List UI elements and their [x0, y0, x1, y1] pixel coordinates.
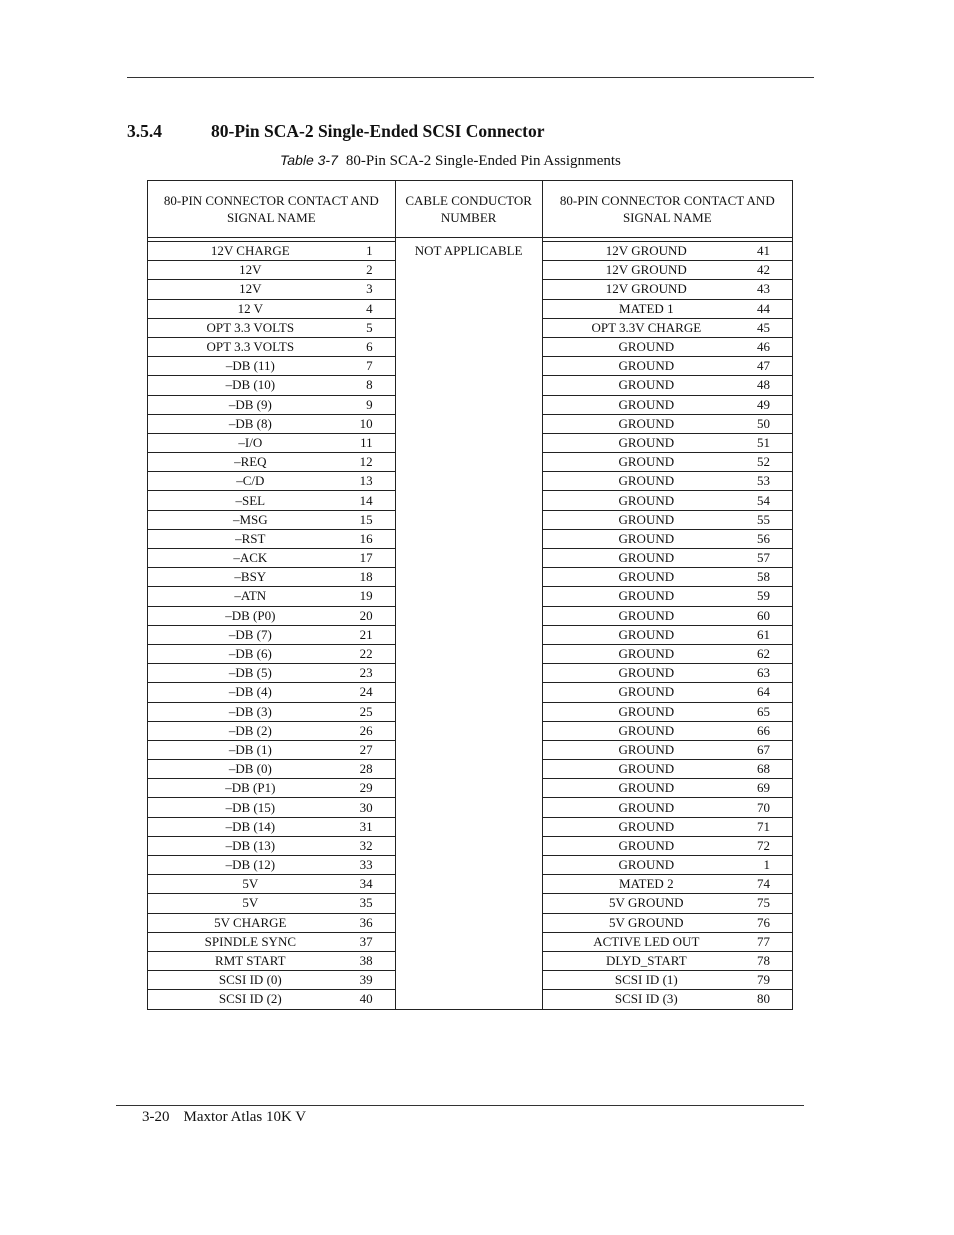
- cable-conductor-cell: NOT APPLICABLE: [395, 242, 542, 1010]
- right-signal-name: GROUND: [542, 606, 730, 625]
- left-pin-number: 20: [333, 606, 396, 625]
- left-pin-number: 22: [333, 644, 396, 663]
- left-pin-number: 40: [333, 990, 396, 1009]
- left-signal-name: RMT START: [148, 951, 333, 970]
- left-pin-number: 21: [333, 625, 396, 644]
- right-signal-name: GROUND: [542, 472, 730, 491]
- left-pin-number: 19: [333, 587, 396, 606]
- left-pin-number: 5: [333, 318, 396, 337]
- left-pin-number: 39: [333, 971, 396, 990]
- right-signal-name: GROUND: [542, 644, 730, 663]
- right-signal-name: GROUND: [542, 798, 730, 817]
- left-pin-number: 23: [333, 664, 396, 683]
- left-pin-number: 11: [333, 433, 396, 452]
- left-pin-number: 10: [333, 414, 396, 433]
- left-signal-name: –ACK: [148, 549, 333, 568]
- right-pin-number: 70: [730, 798, 793, 817]
- pin-assignment-table: [147, 180, 793, 1010]
- bottom-rule: [116, 1105, 804, 1106]
- right-signal-name: GROUND: [542, 587, 730, 606]
- left-signal-name: –DB (3): [148, 702, 333, 721]
- left-signal-name: –DB (P0): [148, 606, 333, 625]
- left-pin-number: 26: [333, 721, 396, 740]
- left-signal-name: 5V CHARGE: [148, 913, 333, 932]
- left-pin-number: 25: [333, 702, 396, 721]
- right-pin-number: 49: [730, 395, 793, 414]
- left-signal-name: –DB (13): [148, 836, 333, 855]
- left-pin-number: 16: [333, 529, 396, 548]
- left-pin-number: 8: [333, 376, 396, 395]
- right-pin-number: 74: [730, 875, 793, 894]
- left-signal-name: 5V: [148, 875, 333, 894]
- left-signal-name: –ATN: [148, 587, 333, 606]
- left-pin-number: 34: [333, 875, 396, 894]
- right-pin-number: 50: [730, 414, 793, 433]
- right-pin-number: 69: [730, 779, 793, 798]
- left-signal-name: –DB (14): [148, 817, 333, 836]
- left-pin-number: 6: [333, 337, 396, 356]
- left-pin-number: 7: [333, 357, 396, 376]
- right-pin-number: 68: [730, 760, 793, 779]
- right-pin-number: 48: [730, 376, 793, 395]
- right-pin-number: 76: [730, 913, 793, 932]
- right-pin-number: 43: [730, 280, 793, 299]
- right-signal-name: GROUND: [542, 779, 730, 798]
- right-pin-number: 80: [730, 990, 793, 1009]
- right-signal-name: GROUND: [542, 856, 730, 875]
- right-pin-number: 61: [730, 625, 793, 644]
- header-right-signal: 80-PIN CONNECTOR CONTACT AND SIGNAL NAME: [542, 181, 792, 238]
- left-signal-name: –DB (5): [148, 664, 333, 683]
- left-pin-number: 15: [333, 510, 396, 529]
- right-pin-number: 41: [730, 242, 793, 261]
- left-pin-number: 17: [333, 549, 396, 568]
- right-signal-name: GROUND: [542, 683, 730, 702]
- table-caption-text: 80-Pin SCA-2 Single-Ended Pin Assignments: [345, 153, 621, 169]
- left-signal-name: 12 V: [148, 299, 333, 318]
- right-pin-number: 58: [730, 568, 793, 587]
- left-signal-name: –DB (15): [148, 798, 333, 817]
- left-signal-name: SCSI ID (2): [148, 990, 333, 1009]
- left-pin-number: 29: [333, 779, 396, 798]
- left-signal-name: 12V CHARGE: [148, 242, 333, 261]
- left-signal-name: –DB (7): [148, 625, 333, 644]
- left-pin-number: 3: [333, 280, 396, 299]
- right-signal-name: GROUND: [542, 395, 730, 414]
- left-signal-name: –DB (0): [148, 760, 333, 779]
- left-pin-number: 14: [333, 491, 396, 510]
- left-pin-number: 1: [333, 242, 396, 261]
- left-pin-number: 18: [333, 568, 396, 587]
- left-signal-name: 12V: [148, 280, 333, 299]
- left-signal-name: OPT 3.3 VOLTS: [148, 318, 333, 337]
- left-pin-number: 9: [333, 395, 396, 414]
- left-signal-name: –REQ: [148, 453, 333, 472]
- table-row: [148, 242, 793, 261]
- right-signal-name: GROUND: [542, 721, 730, 740]
- right-signal-name: GROUND: [542, 817, 730, 836]
- page-number: 3-20: [142, 1109, 170, 1125]
- right-pin-number: 62: [730, 644, 793, 663]
- right-signal-name: ACTIVE LED OUT: [542, 932, 730, 951]
- right-signal-name: GROUND: [542, 549, 730, 568]
- right-signal-name: GROUND: [542, 568, 730, 587]
- left-pin-number: 32: [333, 836, 396, 855]
- left-signal-name: 5V: [148, 894, 333, 913]
- left-signal-name: –DB (2): [148, 721, 333, 740]
- right-pin-number: 59: [730, 587, 793, 606]
- right-signal-name: GROUND: [542, 337, 730, 356]
- right-pin-number: 65: [730, 702, 793, 721]
- page-footer: [142, 1109, 306, 1126]
- right-signal-name: GROUND: [542, 414, 730, 433]
- left-pin-number: 31: [333, 817, 396, 836]
- right-pin-number: 52: [730, 453, 793, 472]
- right-pin-number: 44: [730, 299, 793, 318]
- right-signal-name: MATED 2: [542, 875, 730, 894]
- left-pin-number: 2: [333, 261, 396, 280]
- footer-product: Maxtor Atlas 10K V: [183, 1109, 307, 1125]
- table-caption: [280, 152, 621, 170]
- left-signal-name: –RST: [148, 529, 333, 548]
- table-label: Table 3-7: [280, 152, 338, 168]
- right-signal-name: GROUND: [542, 357, 730, 376]
- right-pin-number: 64: [730, 683, 793, 702]
- right-signal-name: GROUND: [542, 702, 730, 721]
- right-signal-name: GROUND: [542, 740, 730, 759]
- section-title: 80-Pin SCA-2 Single-Ended SCSI Connector: [211, 121, 545, 141]
- right-pin-number: 53: [730, 472, 793, 491]
- right-pin-number: 54: [730, 491, 793, 510]
- section-heading: [127, 121, 545, 142]
- right-pin-number: 63: [730, 664, 793, 683]
- right-signal-name: 12V GROUND: [542, 261, 730, 280]
- right-signal-name: GROUND: [542, 760, 730, 779]
- right-pin-number: 57: [730, 549, 793, 568]
- left-pin-number: 12: [333, 453, 396, 472]
- left-signal-name: 12V: [148, 261, 333, 280]
- right-signal-name: 12V GROUND: [542, 242, 730, 261]
- right-signal-name: GROUND: [542, 376, 730, 395]
- right-pin-number: 77: [730, 932, 793, 951]
- left-pin-number: 28: [333, 760, 396, 779]
- left-signal-name: –MSG: [148, 510, 333, 529]
- left-signal-name: OPT 3.3 VOLTS: [148, 337, 333, 356]
- left-signal-name: SCSI ID (0): [148, 971, 333, 990]
- right-pin-number: 78: [730, 951, 793, 970]
- left-signal-name: –DB (P1): [148, 779, 333, 798]
- left-pin-number: 33: [333, 856, 396, 875]
- left-signal-name: –BSY: [148, 568, 333, 587]
- left-signal-name: –DB (9): [148, 395, 333, 414]
- left-pin-number: 4: [333, 299, 396, 318]
- left-pin-number: 37: [333, 932, 396, 951]
- left-signal-name: –DB (12): [148, 856, 333, 875]
- left-pin-number: 13: [333, 472, 396, 491]
- table-header-row: [148, 181, 793, 238]
- right-signal-name: DLYD_START: [542, 951, 730, 970]
- header-cable-conductor: CABLE CONDUCTOR NUMBER: [395, 181, 542, 238]
- right-pin-number: 46: [730, 337, 793, 356]
- right-signal-name: GROUND: [542, 664, 730, 683]
- right-signal-name: MATED 1: [542, 299, 730, 318]
- left-signal-name: –DB (10): [148, 376, 333, 395]
- right-pin-number: 45: [730, 318, 793, 337]
- left-pin-number: 27: [333, 740, 396, 759]
- right-pin-number: 67: [730, 740, 793, 759]
- right-signal-name: GROUND: [542, 453, 730, 472]
- right-signal-name: GROUND: [542, 491, 730, 510]
- header-left-signal: 80-PIN CONNECTOR CONTACT AND SIGNAL NAME: [148, 181, 396, 238]
- right-pin-number: 47: [730, 357, 793, 376]
- left-signal-name: –DB (11): [148, 357, 333, 376]
- right-pin-number: 51: [730, 433, 793, 452]
- right-signal-name: 5V GROUND: [542, 894, 730, 913]
- right-pin-number: 71: [730, 817, 793, 836]
- right-pin-number: 60: [730, 606, 793, 625]
- right-signal-name: GROUND: [542, 510, 730, 529]
- right-pin-number: 66: [730, 721, 793, 740]
- right-signal-name: 5V GROUND: [542, 913, 730, 932]
- right-pin-number: 55: [730, 510, 793, 529]
- right-signal-name: SCSI ID (1): [542, 971, 730, 990]
- right-pin-number: 1: [730, 856, 793, 875]
- left-pin-number: 38: [333, 951, 396, 970]
- table-body: [148, 242, 793, 1010]
- left-signal-name: –DB (1): [148, 740, 333, 759]
- section-number: 3.5.4: [127, 121, 162, 141]
- left-signal-name: –SEL: [148, 491, 333, 510]
- left-pin-number: 24: [333, 683, 396, 702]
- right-pin-number: 42: [730, 261, 793, 280]
- right-pin-number: 72: [730, 836, 793, 855]
- left-signal-name: –DB (4): [148, 683, 333, 702]
- right-signal-name: SCSI ID (3): [542, 990, 730, 1009]
- right-signal-name: GROUND: [542, 625, 730, 644]
- right-signal-name: GROUND: [542, 529, 730, 548]
- left-signal-name: –I/O: [148, 433, 333, 452]
- right-signal-name: GROUND: [542, 433, 730, 452]
- right-pin-number: 75: [730, 894, 793, 913]
- left-pin-number: 36: [333, 913, 396, 932]
- left-pin-number: 30: [333, 798, 396, 817]
- left-signal-name: –DB (8): [148, 414, 333, 433]
- right-pin-number: 56: [730, 529, 793, 548]
- left-signal-name: –C/D: [148, 472, 333, 491]
- right-signal-name: GROUND: [542, 836, 730, 855]
- right-pin-number: 79: [730, 971, 793, 990]
- right-signal-name: OPT 3.3V CHARGE: [542, 318, 730, 337]
- left-signal-name: –DB (6): [148, 644, 333, 663]
- top-rule: [127, 77, 814, 78]
- left-pin-number: 35: [333, 894, 396, 913]
- right-signal-name: 12V GROUND: [542, 280, 730, 299]
- left-signal-name: SPINDLE SYNC: [148, 932, 333, 951]
